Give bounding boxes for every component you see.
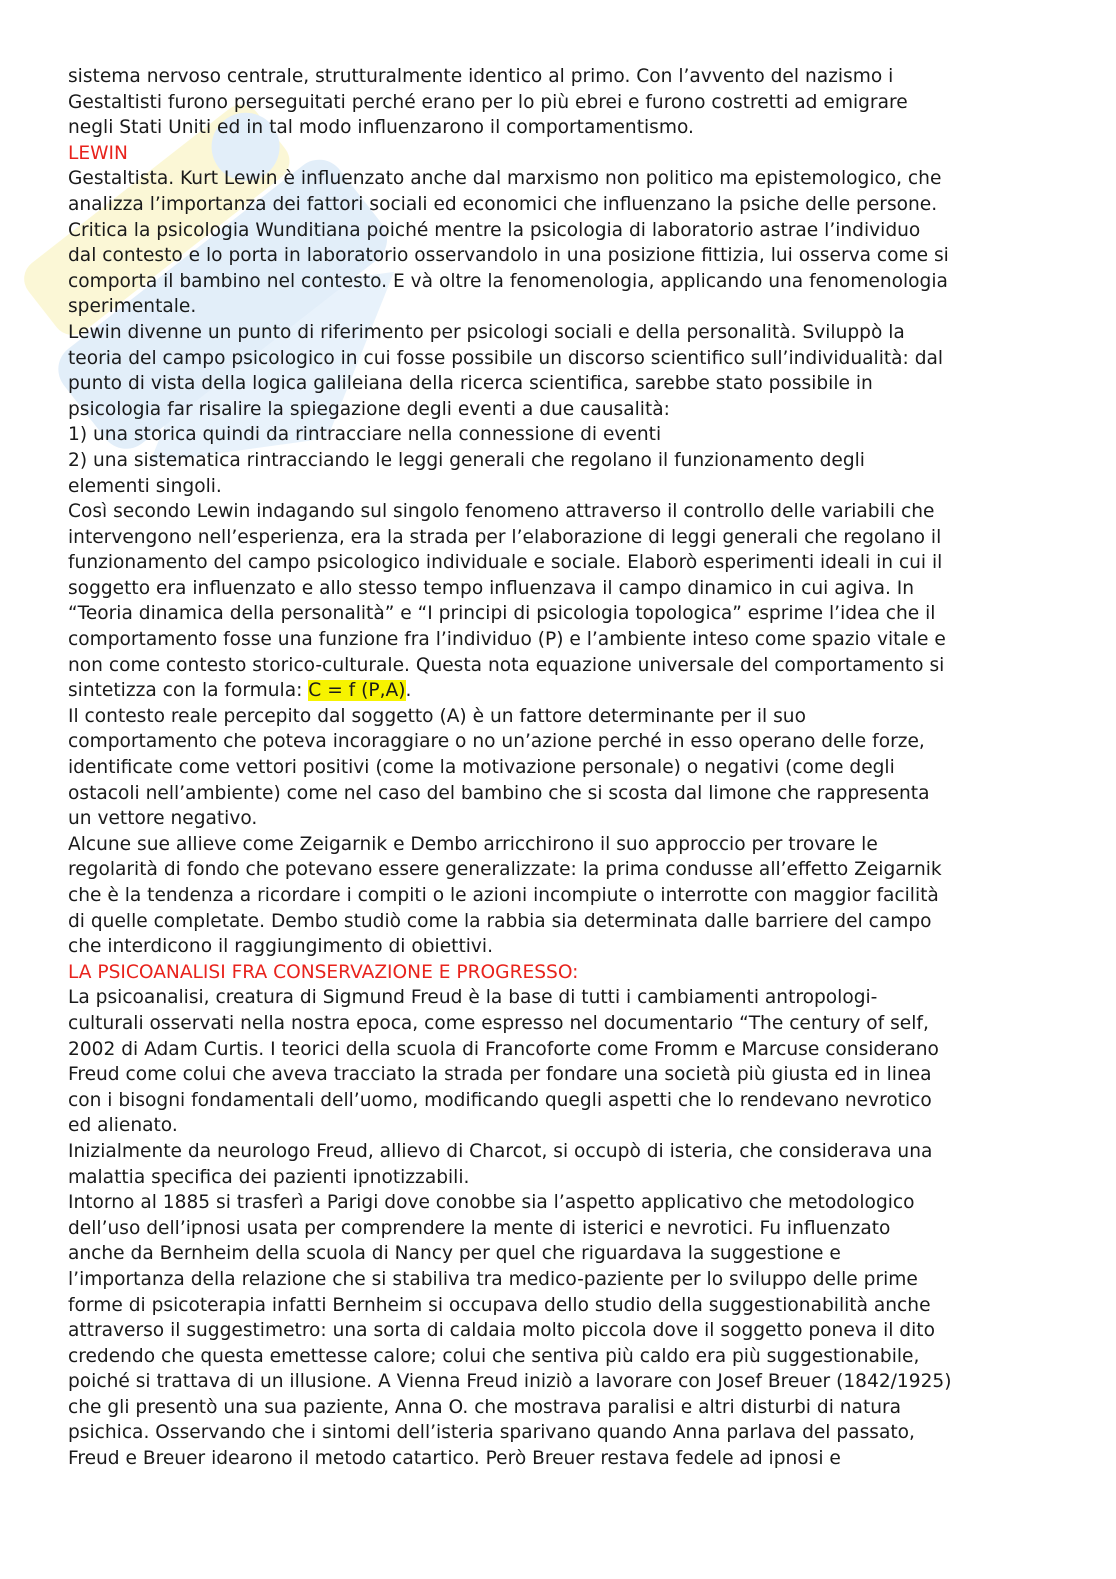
text-line-content: ostacoli nell’ambiente) come nel caso del bambino che si scosta dal limone che rappresenta <box>68 782 930 804</box>
text-line-content: 2) una sistematica rintracciando le leggi generali che regolano il funzionamento degli <box>68 449 865 471</box>
text-line-content: psicologia far risalire la spiegazione degli eventi a due causalità: <box>68 398 670 420</box>
text-line-content: l’importanza della relazione che si stabiliva tra medico-paziente per lo sviluppo delle prime <box>68 1268 918 1290</box>
text-line-content: che interdicono il raggiungimento di obiettivi. <box>68 936 493 958</box>
text-line-content: Freud come colui che aveva tracciato la strada per fondare una società più giusta ed in linea <box>68 1064 932 1086</box>
text-line <box>68 985 1058 1011</box>
text-line-content: Freud e Breuer idearono il metodo catartico. Però Breuer restava fedele ad ipnosi e <box>68 1448 841 1470</box>
text-line <box>68 1011 1058 1037</box>
text-line-content: Gestaltista. Kurt Lewin è influenzato anche dal marxismo non politico ma epistemologico, che <box>68 168 942 190</box>
text-line-content: Inizialmente da neurologo Freud, allievo di Charcot, si occupò di isteria, che considerava una <box>68 1140 933 1162</box>
section-heading <box>68 960 1058 986</box>
text-line <box>68 806 1058 832</box>
text-line <box>68 1037 1058 1063</box>
text-line-content: psichica. Osservando che i sintomi dell’isteria sparivano quando Anna parlava del passato, <box>68 1422 915 1444</box>
text-line <box>68 601 1058 627</box>
text-line <box>68 269 1058 295</box>
text-line <box>68 1344 1058 1370</box>
text-line <box>68 1293 1058 1319</box>
text-line <box>68 1062 1058 1088</box>
text-line-content: comportamento che poteva incoraggiare o no un’azione perché in esso operano delle forze, <box>68 731 925 753</box>
text-line <box>68 294 1058 320</box>
section-heading <box>68 141 1058 167</box>
text-line-content: teoria del campo psicologico in cui fosse possibile un discorso scientifico sull’individualità: dal <box>68 347 944 369</box>
text-line <box>68 1446 1058 1472</box>
text-line-content: anche da Bernheim della scuola di Nancy per quel che riguardava la suggestione e <box>68 1243 841 1265</box>
text-line <box>68 448 1058 474</box>
text-line <box>68 909 1058 935</box>
text-line <box>68 1241 1058 1267</box>
text-line-content: La psicoanalisi, creatura di Sigmund Freud è la base di tutti i cambiamenti antropologi- <box>68 987 878 1009</box>
text-line <box>68 1216 1058 1242</box>
text-line <box>68 397 1058 423</box>
text-line <box>68 90 1058 116</box>
text-line <box>68 115 1058 141</box>
text-line <box>68 1369 1058 1395</box>
text-line-content: regolarità di fondo che potevano essere generalizzate: la prima condusse all’effetto Zeigarnik <box>68 859 942 881</box>
text-line <box>68 576 1058 602</box>
text-line-content: punto di vista della logica galileiana della ricerca scientifica, sarebbe stato possibile in <box>68 373 873 395</box>
text-line <box>68 192 1058 218</box>
text-line <box>68 371 1058 397</box>
text-line <box>68 857 1058 883</box>
text-line <box>68 755 1058 781</box>
text-line <box>68 1088 1058 1114</box>
text-line <box>68 1420 1058 1446</box>
text-line-content: comporta il bambino nel contesto. E và oltre la fenomenologia, applicando una fenomenologia <box>68 270 948 292</box>
text-line <box>68 474 1058 500</box>
text-line-content: 2002 di Adam Curtis. I teorici della scuola di Francoforte come Fromm e Marcuse considerano <box>68 1038 939 1060</box>
text-line-content: intervengono nell’esperienza, era la strada per l’elaborazione di leggi generali che regolano il <box>68 526 942 548</box>
text-line-content: dell’uso dell’ipnosi usata per comprendere la mente di isterici e nevrotici. Fu influenzato <box>68 1217 891 1239</box>
text-line <box>68 346 1058 372</box>
text-line-suffix: . <box>405 680 412 702</box>
text-line <box>68 422 1058 448</box>
text-line <box>68 320 1058 346</box>
text-line <box>68 1267 1058 1293</box>
highlighted-formula: C = f (P,A) <box>308 680 406 702</box>
text-line <box>68 1139 1058 1165</box>
text-line <box>68 704 1058 730</box>
text-line-content: funzionamento del campo psicologico individuale e sociale. Elaborò esperimenti ideali in cui il <box>68 552 943 574</box>
text-line-content: LA PSICOANALISI FRA CONSERVAZIONE E PROGRESSO: <box>68 961 579 983</box>
text-line-content: Intorno al 1885 si trasferì a Parigi dove conobbe sia l’aspetto applicativo che metodologico <box>68 1192 915 1214</box>
text-line-content: malattia specifica dei pazienti ipnotizzabili. <box>68 1166 470 1188</box>
text-line-content: Così secondo Lewin indagando sul singolo fenomeno attraverso il controllo delle variabili che <box>68 501 935 523</box>
text-line-content: non come contesto storico-culturale. Questa nota equazione universale del comportamento si <box>68 654 945 676</box>
text-line-content: LEWIN <box>68 142 128 164</box>
text-line-content: dal contesto e lo porta in laboratorio osservandolo in una posizione fittizia, lui osserva come si <box>68 245 949 267</box>
text-line-content: di quelle completate. Dembo studiò come la rabbia sia determinata dalle barriere del campo <box>68 910 932 932</box>
text-line-content: Alcune sue allieve come Zeigarnik e Dembo arricchirono il suo approccio per trovare le <box>68 833 878 855</box>
text-line-content: con i bisogni fondamentali dell’uomo, modificando quegli aspetti che lo rendevano nevrotico <box>68 1089 932 1111</box>
text-line <box>68 525 1058 551</box>
text-line-content: credendo che questa emettesse calore; colui che sentiva più caldo era più suggestionabile, <box>68 1345 920 1367</box>
text-line-content: comportamento fosse una funzione fra l’individuo (P) e l’ambiente inteso come spazio vitale e <box>68 629 946 651</box>
text-line <box>68 627 1058 653</box>
text-line <box>68 64 1058 90</box>
text-line <box>68 1318 1058 1344</box>
text-line-content: attraverso il suggestimetro: una sorta di caldaia molto piccola dove il soggetto poneva il dito <box>68 1320 935 1342</box>
text-line-content: analizza l’importanza dei fattori sociali ed economici che influenzano la psiche delle persone. <box>68 193 938 215</box>
text-line-content: sistema nervoso centrale, strutturalmente identico al primo. Con l’avvento del nazismo i <box>68 66 894 87</box>
text-line <box>68 166 1058 192</box>
text-line-content: sintetizza con la formula: <box>68 680 309 702</box>
text-line-content: identificate come vettori positivi (come la motivazione personale) o negativi (come degli <box>68 757 895 779</box>
text-line <box>68 243 1058 269</box>
text-line <box>68 832 1058 858</box>
text-line-content: Il contesto reale percepito dal soggetto (A) è un fattore determinante per il suo <box>68 705 806 727</box>
text-line-content: “Teoria dinamica della personalità” e “I principi di psicologia topologica” esprime l’idea che il <box>68 603 936 625</box>
text-line-content: Gestaltisti furono perseguitati perché erano per lo più ebrei e furono costretti ad emigrare <box>68 91 908 113</box>
text-line <box>68 218 1058 244</box>
text-line <box>68 883 1058 909</box>
text-line <box>68 550 1058 576</box>
text-line <box>68 1395 1058 1421</box>
text-line-content: negli Stati Uniti ed in tal modo influenzarono il comportamentismo. <box>68 117 694 139</box>
text-line-content: che gli presentò una sua paziente, Anna O. che mostrava paralisi e altri disturbi di natura <box>68 1396 902 1418</box>
text-line-content: che è la tendenza a ricordare i compiti o le azioni incompiute o interrotte con maggior facilità <box>68 885 939 906</box>
text-line <box>68 653 1058 679</box>
document-body <box>68 64 1058 1472</box>
text-line <box>68 781 1058 807</box>
text-line-content: Lewin divenne un punto di riferimento per psicologi sociali e della personalità. Sviluppò la <box>68 321 905 343</box>
text-line-content: 1) una storica quindi da rintracciare nella connessione di eventi <box>68 424 662 446</box>
text-line-content: un vettore negativo. <box>68 808 258 830</box>
text-line-content: Critica la psicologia Wunditiana poiché mentre la psicologia di laboratorio astrae l’individuo <box>68 219 921 241</box>
text-line-content: ed alienato. <box>68 1115 178 1137</box>
text-line <box>68 1165 1058 1191</box>
text-line-content: poiché si trattava di un illusione. A Vienna Freud iniziò a lavorare con Josef Breuer (1842/1925) <box>68 1371 952 1393</box>
text-line-content: forme di psicoterapia infatti Bernheim si occupava dello studio della suggestionabilità anche <box>68 1294 931 1316</box>
text-line-content: elementi singoli. <box>68 475 222 497</box>
text-line <box>68 499 1058 525</box>
text-line <box>68 678 1058 704</box>
text-line-content: sperimentale. <box>68 296 197 318</box>
text-line-content: soggetto era influenzato e allo stesso tempo influenzava il campo dinamico in cui agiva. In <box>68 577 915 599</box>
text-line <box>68 1113 1058 1139</box>
text-line-content: culturali osservati nella nostra epoca, come espresso nel documentario “The century of self, <box>68 1012 929 1034</box>
text-line <box>68 934 1058 960</box>
text-line <box>68 729 1058 755</box>
text-line <box>68 1190 1058 1216</box>
